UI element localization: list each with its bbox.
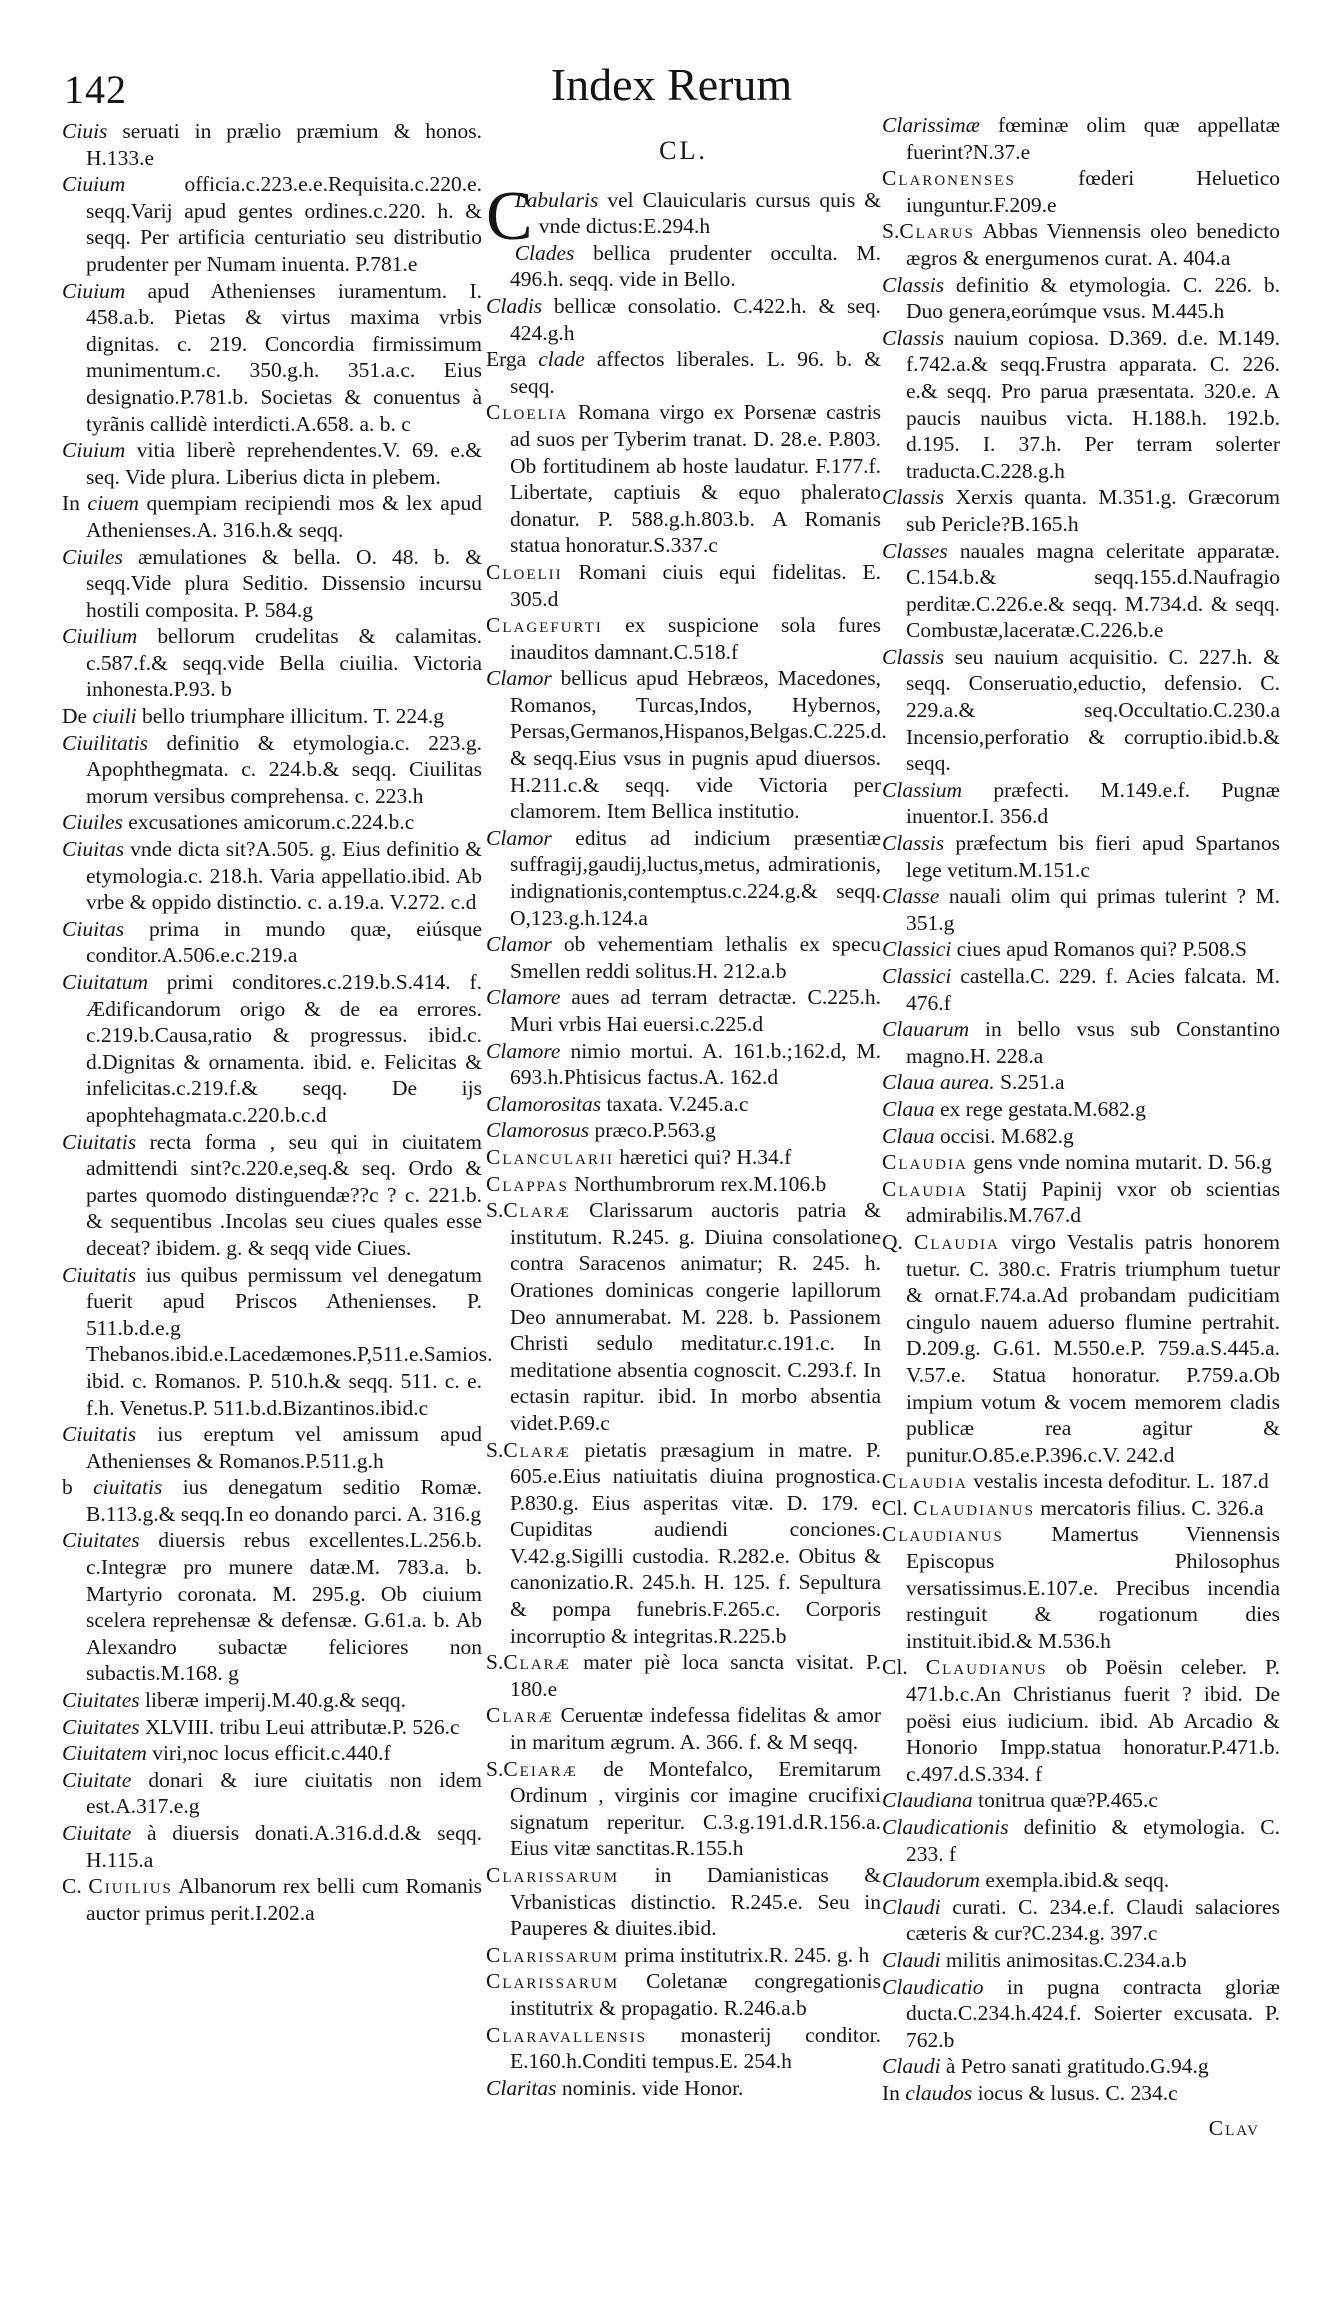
index-column-3	[882, 112, 1280, 2141]
entry-headword: Ciuium	[62, 278, 126, 303]
entry-text: in Damianisticas & Vrbanisticas distinctio. R.245.e. Seu in Pauperes & diuites.ibid.	[510, 1863, 881, 1941]
entry-text: præfecti. M.149.e.f. Pugnæ inuentor.I. 356.d	[906, 777, 1280, 829]
entry-headword: Classis	[882, 644, 945, 669]
entry-text: militis animositas.C.234.a.b	[940, 1947, 1187, 1972]
entry-headword: Classes	[882, 538, 948, 563]
entry-headword: Ciuitatis	[62, 1422, 137, 1447]
entry-headword: Ciuilitatis	[62, 730, 149, 755]
entry-text: viri,noc locus efficit.c.440.f	[146, 1741, 391, 1766]
entry-text: in pugna contracta gloriæ ducta.C.234.h.424.f. Soierter excusata. P. 762.b	[906, 1974, 1280, 2052]
entry-prefix: In	[882, 2080, 906, 2105]
index-entry	[62, 1873, 482, 1926]
entry-text: nauales magna celeritate apparatæ. C.154.b.& seqq.155.d.Naufragio perditæ.C.226.e.& seqq. M.734.d. & seqq. Combustæ,laceratæ.C.226.b.e	[906, 538, 1280, 643]
entry-headword: Claudianus	[882, 1522, 1004, 1547]
entry-headword: ciuem	[87, 491, 139, 516]
index-entry	[882, 218, 1280, 271]
entry-text: nauium copiosa. D.369. d.e. M.149. f.742.a.& seqq.Frustra apparata. C. 226. e.& seqq. Pro parua præsentata. 320.e. A paucis nauibus victa. H.188.h. 192.b. d.195. I. 37.h. Per terram solerter traducta.C.228.g.h	[906, 325, 1280, 483]
entry-text: à Petro sanati gratitudo.G.94.g	[940, 2054, 1209, 2079]
entry-headword: Clarissimæ	[882, 113, 980, 137]
entry-headword: Clamorosus	[486, 1118, 590, 1143]
entry-text: monasterij conditor. E.160.h.Conditi tempus.E. 254.h	[510, 2022, 881, 2074]
entry-text: Romani ciuis equi fidelitas. E. 305.d	[510, 559, 881, 611]
entry-headword: Claudi	[882, 1894, 941, 1919]
entry-headword: Claudia	[882, 1150, 968, 1175]
page-title: Index Rerum	[550, 59, 793, 110]
entry-headword: Clarus	[899, 219, 975, 244]
index-entry	[62, 1687, 482, 1714]
entry-text: nauali olim qui primas tulerint ? M. 351.g	[906, 884, 1280, 935]
entry-headword: Classici	[882, 964, 952, 988]
index-entry	[882, 1894, 1280, 1947]
entry-headword: Claudi	[882, 1947, 941, 1972]
entry-headword: Claudia	[914, 1229, 1000, 1254]
entry-headword: Claudianus	[913, 1495, 1035, 1520]
index-entry	[62, 1714, 482, 1741]
entry-text: nominis. vide Honor.	[556, 2075, 744, 2100]
entry-text: ius quibus permissum vel denegatum fuerit apud Priscos Athenienses. P. 511.b.d.e.g Thebanos.ibid.e.Lacedæmones.P,511.e.Samios. ibid. c. Romanos. P. 510.h.& seqq. 511. c. e. f.h. Venetus.P. 511.b.d.Bizantinos.ibid.c	[86, 1262, 493, 1420]
entry-text: prima institutrix.R. 245. g. h	[619, 1942, 870, 1967]
entry-text: fœminæ olim quæ appellatæ fuerint?N.37.e	[906, 113, 1280, 164]
entry-text: præco.P.563.g	[589, 1118, 716, 1143]
index-entry	[486, 612, 881, 665]
entry-headword: Clamore	[486, 985, 561, 1010]
index-entry	[62, 1129, 482, 1262]
entry-headword: Claudianus	[925, 1655, 1048, 1680]
index-entry	[882, 1867, 1280, 1894]
entry-text: seu nauium acquisitio. C. 227.h. & seqq. Conseruatio,eductio, defensio. C. 229.a.& seq.Occultatio.C.230.a Incensio,perforatio & corruptio.ibid.b.& seqq.	[906, 644, 1280, 776]
entry-prefix: De	[62, 704, 93, 729]
entry-text: in bello vsus sub Constantino magno.H. 228.a	[906, 1017, 1280, 1068]
entry-text: Abbas Viennensis oleo benedicto ægros & energumenos curat. A. 404.a	[906, 219, 1280, 270]
entry-headword: Ciuitates	[62, 1688, 140, 1713]
index-entry	[882, 777, 1280, 830]
entry-prefix: S.	[486, 1198, 504, 1223]
entry-headword: Claudicatio	[882, 1974, 984, 1999]
entry-headword: Ciuitas	[62, 837, 125, 862]
index-entry	[882, 1787, 1280, 1814]
entry-text: bello triumphare illicitum. T. 224.g	[136, 704, 444, 729]
index-entry	[882, 1229, 1280, 1468]
index-entry	[882, 2053, 1280, 2080]
entry-text: virgo Vestalis patris honorem tuetur. C. 380.c. Fratris triumphum tuetur & ornat.F.74.a.Ad probandam pudicitiam cingulo nauem aduerso flumine pertrahit. D.209.g. G.61. M.550.e.P. 759.a.S.445.a. V.57.e. Statua honoratur. P.759.a.Ob impium votum & vocem memorem cladis publicæ rea agitur & punitur.O.85.e.P.396.c.V. 242.d	[906, 1229, 1281, 1467]
entry-text: curati. C. 234.e.f. Claudi salaciores cæteris & cur?C.234.g. 397.c	[906, 1894, 1280, 1946]
entry-headword: Ciuilium	[62, 624, 138, 649]
index-entry	[882, 1974, 1280, 2054]
entry-text: Mamertus Viennensis Episcopus Philosophus versatissimus.E.107.e. Precibus incendia restinguit & rogationum dies instituit.ibid.& M.536.h	[906, 1522, 1280, 1653]
entry-headword: Cloelii	[486, 559, 563, 584]
index-entry	[486, 293, 881, 346]
index-entry	[62, 437, 482, 490]
entry-text: Albanorum rex belli cum Romanis auctor primus perit.I.202.a	[86, 1874, 482, 1925]
entry-text: æmulationes & bella. O. 48. b. & seqq.Vide plura Seditio. Dissensio incursu hostili composita. P. 584.g	[86, 544, 482, 622]
index-entry	[882, 538, 1280, 644]
index-entry	[882, 1123, 1280, 1150]
index-entry	[882, 165, 1280, 218]
entry-text: occisi. M.682.g	[934, 1123, 1074, 1148]
index-entry	[486, 1197, 881, 1436]
entry-headword: Ciuitatem	[62, 1741, 147, 1766]
entry-text: ius ereptum vel amissum apud Athenienses & Romanos.P.511.g.h	[86, 1422, 482, 1473]
entry-headword: Ciuitatis	[62, 1129, 137, 1154]
entry-text: ius denegatum seditio Romæ. B.113.g.& seqq.In eo donando parci. A. 316.g	[86, 1475, 482, 1526]
entry-text: aues ad terram detractæ. C.225.h. Muri vrbis Hai euersi.c.225.d	[510, 985, 881, 1036]
index-entry	[486, 1117, 881, 1144]
index-entry	[62, 118, 482, 171]
entry-headword: ciuili	[92, 704, 137, 729]
entry-prefix: S.	[486, 1437, 504, 1462]
index-entry	[62, 1262, 493, 1422]
entry-headword: Ciuium	[62, 172, 126, 197]
entry-prefix: Erga	[486, 347, 539, 372]
entry-text: S.251.a	[994, 1070, 1065, 1095]
entry-prefix: In	[62, 491, 88, 516]
entry-headword: Cladis	[486, 293, 543, 318]
entry-headword: Ciuiles	[62, 810, 123, 835]
index-entry	[882, 1947, 1280, 1974]
entry-text: præfectum bis fieri apud Spartanos lege vetitum.M.151.c	[906, 831, 1280, 882]
index-entry	[62, 916, 482, 969]
entry-text: mater piè loca sancta visitat. P. 180.e	[510, 1650, 881, 1701]
index-entry	[882, 644, 1280, 777]
entry-text: nimio mortui. A. 161.b.;162.d, M. 693.h.Phtisicus factus.A. 162.d	[510, 1038, 881, 1090]
index-entry	[62, 171, 482, 277]
entry-text: XLVIII. tribu Leui attributæ.P. 526.c	[139, 1714, 460, 1739]
index-entry	[486, 346, 881, 399]
entry-headword: Ciuiles	[62, 544, 123, 569]
entry-text: editus ad indicium præsentiæ suffragij,gaudij,luctus,metus, admirationis, indignationis,contemptus.c.224.g.& seqq. O,123.g.h.124.a	[510, 825, 881, 930]
index-entry	[882, 1521, 1280, 1654]
entry-headword: Classici	[882, 937, 952, 962]
entry-headword: ciuitatis	[93, 1475, 163, 1500]
index-entry	[486, 1437, 881, 1650]
index-entry	[62, 703, 482, 730]
index-entry	[882, 1468, 1280, 1495]
index-entry	[486, 1862, 881, 1942]
entry-prefix: C.	[62, 1874, 89, 1899]
entry-headword: clade	[538, 347, 585, 372]
entry-text: ex rege gestata.M.682.g	[934, 1096, 1146, 1121]
index-entry	[62, 623, 482, 703]
entry-prefix: S.	[486, 1756, 504, 1781]
entry-headword: Ciuis	[62, 119, 108, 143]
index-entry	[62, 730, 482, 810]
index-entry	[882, 272, 1280, 325]
entry-text: ob Poësin celeber. P. 471.b.c.An Christianus fuerit ? ibid. De poësi eius iudicium. ibid. Ab Arcadio & Honorio Impp.statua honoratur.P.471.b. c.497.d.S.334. f	[906, 1655, 1280, 1786]
entry-text: Coletanæ congregationis institutrix & propagatio. R.246.a.b	[510, 1969, 881, 2020]
entry-headword: claudos	[905, 2080, 973, 2105]
entry-headword: Clamore	[486, 1038, 561, 1063]
entry-text: Statij Papinij vxor ob scientias admirabilis.M.767.d	[906, 1176, 1280, 1228]
entry-text: bellorum crudelitas & calamitas. c.587.f.& seqq.vide Bella ciuilia. Victoria inhonesta.P.93. b	[86, 624, 482, 702]
entry-text: apud Athenienses iuramentum. I. 458.a.b. Pietas & virtus maxima vrbis dignitas. c. 219. Concordia firmissimum munimentum.c. 350.g.h. 351.a.c. Eius designatio.P.781.b. Societas & conuentus à tyrãnis callidè interdicti.A.658. a. b. c	[86, 278, 482, 436]
entry-headword: Classis	[882, 325, 945, 350]
entry-text: exempla.ibid.& seqq.	[979, 1868, 1170, 1893]
index-entry	[486, 825, 881, 931]
entry-text: iocus & lusus. C. 234.c	[972, 2080, 1178, 2105]
entry-headword: Clamor	[486, 932, 552, 957]
entry-headword: Claudi	[882, 2054, 941, 2079]
entry-headword: Clades	[514, 240, 575, 265]
index-entry	[882, 936, 1280, 963]
entry-text: Northumbrorum rex.M.106.b	[568, 1171, 827, 1196]
entry-text: recta forma , seu qui in ciuitatem admittendi sint?c.220.e,seq.& seq. Ordo & partes quomodo distinguendæ??c ? c. 221.b. & sequentibus .Incolas seu ciues quales esse deceat? ibidem. g. & seqq vide Ciues.	[86, 1129, 482, 1260]
page-number: 142	[64, 67, 127, 112]
index-entry	[882, 830, 1280, 883]
index-entry	[62, 1740, 482, 1767]
index-entry	[62, 969, 482, 1129]
index-entry	[882, 1495, 1280, 1522]
entry-headword: Claua aurea.	[882, 1070, 995, 1095]
entry-text: Ceruentæ indefessa fidelitas & amor in maritum ægrum. A. 366. f. & M seqq.	[510, 1703, 881, 1755]
index-entry	[882, 1654, 1280, 1787]
entry-headword: Clamor	[486, 666, 552, 691]
entry-headword: Ciuitas	[62, 916, 125, 941]
entry-headword: Ciuitate	[62, 1767, 132, 1792]
entry-headword: Clauarum	[882, 1017, 970, 1042]
index-entry	[62, 1527, 482, 1687]
entry-text: prima in mundo quæ, eiúsque conditor.A.506.e.c.219.a	[86, 916, 482, 968]
entry-text: vitia liberè reprehendentes.V. 69. e.& seq. Vide plura. Liberius dicta in plebem.	[86, 438, 482, 489]
entry-text: definitio & etymologia. C. 233. f	[906, 1815, 1280, 1866]
entry-headword: Ciuitatis	[62, 1262, 137, 1287]
entry-headword: Clarissarum	[486, 1863, 620, 1887]
entry-headword: Claræ	[503, 1650, 572, 1675]
drop-cap: C	[486, 177, 533, 255]
index-entry	[486, 984, 881, 1037]
index-entry	[62, 1767, 482, 1820]
entry-prefix: S.	[486, 1650, 504, 1675]
entry-text: à diuersis donati.A.316.d.d.& seqq. H.115.a	[86, 1821, 482, 1872]
index-entry	[882, 1016, 1280, 1069]
index-entry	[486, 665, 887, 825]
entry-headword: Claua	[882, 1123, 935, 1148]
entry-text: Xerxis quanta. M.351.g. Græcorum sub Pericle?B.165.h	[906, 485, 1280, 536]
entry-headword: Classe	[882, 884, 940, 909]
entry-headword: Ciuitatum	[62, 970, 149, 994]
entry-headword: Ciuitates	[62, 1528, 140, 1553]
entry-text: tonitrua quæ?P.465.c	[972, 1788, 1158, 1813]
entry-headword: Labularis	[514, 187, 599, 212]
entry-text: quempiam recipiendi mos & lex apud Athenienses.A. 316.h.& seqq.	[86, 491, 482, 542]
index-entry	[486, 1144, 881, 1171]
entry-headword: Claritas	[486, 2075, 557, 2100]
index-entry	[882, 2080, 1280, 2107]
entry-headword: Claudiana	[882, 1788, 973, 1813]
entry-headword: Clarissarum	[486, 1942, 620, 1967]
index-entry	[882, 1096, 1280, 1123]
index-entry	[486, 1968, 881, 2021]
index-entry	[882, 883, 1280, 936]
entry-text: vel Clauicularis cursus quis & vnde dictus:E.294.h	[538, 187, 881, 239]
entry-prefix: b	[62, 1475, 94, 1500]
index-entry	[882, 1069, 1280, 1096]
entry-text: primi conditores.c.219.b.S.414. f. Ædificandorum origo & de ea errores. c.219.b.Causa,ratio & progressus. ibid.c. d.Dignitas & ornamenta. ibid. e. Felicitas & infelicitas.c.219.f.& seqq. De ijs apophtehagmata.c.220.b.c.d	[86, 970, 482, 1127]
entry-text: excusationes amicorum.c.224.b.c	[122, 810, 415, 835]
index-entry	[882, 484, 1280, 537]
entry-text: definitio & etymologia. C. 226. b. Duo genera,eorúmque vsus. M.445.h	[906, 272, 1280, 324]
entry-headword: Clappas	[486, 1171, 569, 1196]
entry-text: officia.c.223.e.e.Requisita.c.220.e. seqq.Varij apud gentes ordines.c.220. h. & seqq. Per artificia centuriatio seu distributio prudenter per Numam inuenta. P.781.e	[86, 172, 482, 276]
catchword: Clav	[1208, 2115, 1260, 2140]
entry-headword: Ciuitates	[62, 1714, 140, 1739]
index-entry	[486, 559, 881, 612]
entry-headword: Ciuium	[62, 438, 126, 463]
entry-headword: Clamorositas	[486, 1091, 602, 1116]
entry-text: gens vnde nomina mutarit. D. 56.g	[967, 1150, 1272, 1175]
index-entry	[62, 278, 482, 438]
entry-text: affectos liberales. L. 96. b. & seqq.	[510, 347, 881, 398]
index-entry	[486, 1702, 881, 1755]
index-entry	[486, 931, 881, 984]
entry-headword: Classium	[882, 777, 963, 802]
entry-headword: Ciuilius	[88, 1874, 173, 1899]
entry-headword: Classis	[882, 831, 945, 856]
index-entry	[62, 490, 482, 543]
entry-text: vnde dicta sit?A.505. g. Eius definitio & etymologia.c. 218.h. Varia appellatio.ibid. Ab vrbe & oppido distinctio. c. a.19.a. V.272. c.d	[86, 837, 482, 915]
entry-headword: Clarissarum	[486, 1969, 620, 1994]
index-entry	[486, 399, 881, 559]
index-entry	[486, 2022, 881, 2075]
entry-headword: Claudorum	[882, 1868, 980, 1893]
index-entry	[882, 1176, 1280, 1229]
index-entry	[486, 1649, 881, 1702]
entry-text: pietatis præsagium in matre. P. 605.e.Eius natiuitatis diuina prognostica. P.830.g. Eius asperitas vitæ. D. 179. e Cupiditas audiendi conciones. V.42.g.Sigilli custodia. R.282.e. Obitus & canonizatio.R. 245.h. H. 125. f. Sepultura & pompa funebris.F.265.c. Corporis incorruptio & integritas.R.225.b	[510, 1437, 881, 1648]
entry-headword: Claræ	[503, 1437, 572, 1462]
entry-headword: Claræ	[486, 1703, 554, 1728]
index-entry	[486, 1756, 881, 1862]
entry-prefix: Q.	[882, 1229, 915, 1254]
index-column-1	[62, 118, 493, 1926]
index-entry	[882, 963, 1280, 1016]
entry-text: ciues apud Romanos qui? P.508.S	[951, 937, 1247, 962]
entry-headword: Classis	[882, 272, 945, 297]
index-entry	[882, 1814, 1280, 1867]
entry-text: vestalis incesta defoditur. L. 187.d	[967, 1469, 1269, 1494]
index-entry	[486, 1171, 881, 1198]
index-entry	[486, 1942, 881, 1969]
index-entry	[486, 1091, 881, 1118]
entry-text: definitio & etymologia.c. 223.g. Apophthegmata. c. 224.b.& seqq. Ciuilitas morum versibus comprehensa. c. 223.h	[86, 730, 482, 808]
entry-text: de Montefalco, Eremitarum Ordinum , virginis cor imagine crucifixi signatum reperitur. C.3.g.191.d.R.156.a. Eius vitæ sanctitas.R.155.h	[510, 1756, 881, 1861]
index-entry	[486, 2075, 881, 2102]
entry-text: ob vehementiam lethalis ex specu Smellen reddi solitus.H. 212.a.b	[510, 932, 881, 983]
entry-text: bellica prudenter occulta. M. 496.h. seqq. vide in Bello.	[510, 240, 881, 292]
index-entry	[62, 1820, 482, 1873]
entry-text: hæretici qui? H.34.f	[614, 1144, 792, 1169]
index-column-2	[486, 132, 887, 2101]
entry-text: seruati in prælio præmium & honos. H.133.e	[86, 119, 482, 170]
entry-text: castella.C. 229. f. Acies falcata. M. 476.f	[906, 964, 1280, 1015]
entry-text: diuersis rebus excellentes.L.256.b. c.Integræ pro munere datæ.M. 783.a. b. Martyrio coronata. M. 295.g. Ob ciuium scelera reprehensæ & defensæ. G.61.a. b. Ab Alexandro subactæ feliciores non subactis.M.168. g	[86, 1528, 482, 1686]
entry-headword: Classis	[882, 485, 945, 510]
entry-text: Romana virgo ex Porsenæ castris ad suos per Tyberim tranat. D. 28.e. P.803. Ob fortitudinem ab hoste laudatur. F.177.f. Libertate, captiuis & equo phalerato donatur. P. 588.g.h.803.b. A Romanis statua honoratur.S.337.c	[510, 400, 881, 558]
index-entry	[882, 325, 1280, 485]
entry-headword: Clancularii	[486, 1144, 614, 1169]
index-entry	[62, 544, 482, 624]
entry-headword: Claronenses	[882, 166, 1016, 191]
index-entry	[62, 836, 482, 916]
entry-headword: Claravallensis	[486, 2022, 647, 2047]
index-entry	[62, 1421, 482, 1474]
index-entry	[486, 1038, 881, 1091]
index-entry	[62, 1474, 482, 1527]
entry-headword: Claræ	[503, 1198, 572, 1223]
entry-headword: Claudicationis	[882, 1815, 1009, 1839]
entry-text: bellicus apud Hebræos, Macedones, Romanos, Turcas,Indos, Hybernos, Persas,Germanos,Hispanos,Belgas.C.225.d. & seqq.Eius vsus in pugnis apud diuersos. H.211.c.& seqq. vide Victoria per clamorem. Item Bellica institutio.	[510, 666, 887, 824]
entry-headword: Claudia	[882, 1469, 968, 1494]
index-entry	[62, 809, 482, 836]
entry-headword: Clagefurti	[486, 613, 603, 638]
entry-headword: Ciuitate	[62, 1821, 132, 1845]
entry-text: liberæ imperij.M.40.g.& seqq.	[139, 1688, 406, 1713]
entry-headword: Ceiaræ	[503, 1756, 579, 1781]
entry-headword: Cloelia	[486, 400, 569, 425]
entry-headword: Claudia	[882, 1176, 968, 1201]
entry-prefix: Cl.	[882, 1495, 914, 1520]
entry-prefix: Cl.	[882, 1655, 926, 1680]
entry-text: ex suspicione sola fures inauditos damnant.C.518.f	[510, 613, 881, 664]
index-entry	[486, 240, 881, 293]
entry-text: donari & iure ciuitatis non idem est.A.317.e.g	[86, 1767, 482, 1819]
index-entry	[882, 112, 1280, 165]
entry-headword: Clamor	[486, 825, 552, 850]
index-entry	[882, 1149, 1280, 1176]
entry-headword: Claua	[882, 1096, 935, 1121]
entry-text: bellicæ consolatio. C.422.h. & seq. 424.g.h	[510, 293, 881, 345]
entry-prefix: S.	[882, 219, 900, 244]
entry-text: mercatoris filius. C. 326.a	[1034, 1495, 1264, 1520]
entry-text: taxata. V.245.a.c	[601, 1091, 749, 1116]
section-heading: CL.	[659, 136, 708, 165]
entry-text: fœderi Heluetico iunguntur.F.209.e	[906, 166, 1280, 217]
entry-text: Clarissarum auctoris patria & institutum. R.245. g. Diuina consolatione contra Saracenos animatur; R. 245. h. Orationes dominicas congerie lapillorum Deo annumerabat. M. 228. b. Passionem Christi sedulo meditatur.c.191.c. In meditatione absentia cognoscit. C.293.f. In ectasin rapitur. ibid. In morbo absentia videt.P.69.c	[510, 1198, 881, 1435]
